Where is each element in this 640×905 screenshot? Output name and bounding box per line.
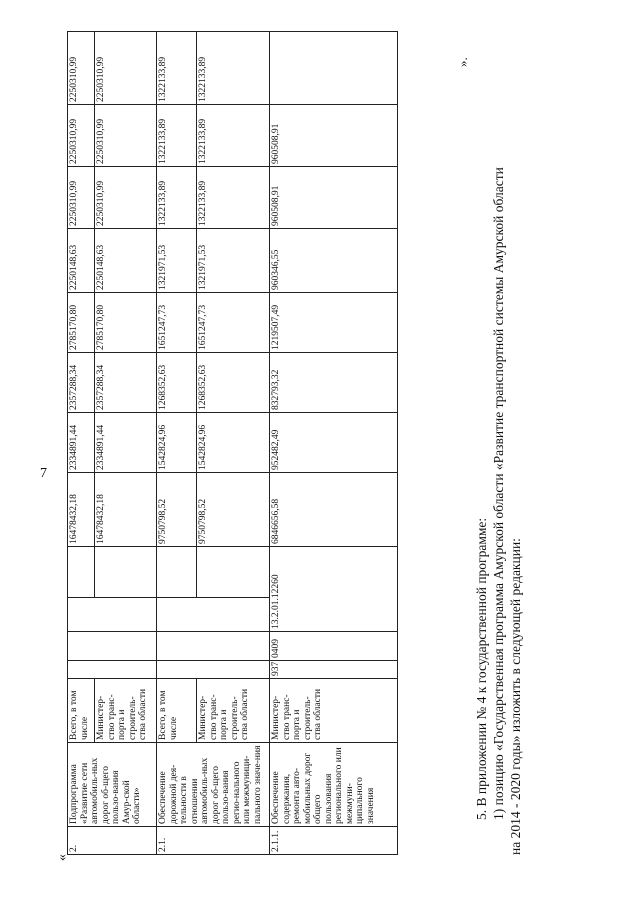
amount-cell xyxy=(95,547,157,598)
amount-cell: 1321971,53 xyxy=(197,229,270,293)
amount-cell: 2334891,44 xyxy=(95,413,157,473)
amount-cell: 2250310,99 xyxy=(68,32,95,105)
amount-cell: 1322133,89 xyxy=(157,167,197,229)
amount-cell: 1322133,89 xyxy=(157,32,197,105)
responsible-total: Всего, в том числе xyxy=(68,679,95,743)
amount-cell: 1219507,49 xyxy=(270,293,398,353)
amount-cell: 1542824,96 xyxy=(157,413,197,473)
program-name: Обеспечение дорожной дея-тельности в отношении автомобиль-ных дорог об-щего пользо-вания регио-нального или межмуници-пального значе-ния xyxy=(157,743,270,827)
amount-cell: 1322133,89 xyxy=(197,32,270,105)
amount-cell: 2250310,99 xyxy=(68,167,95,229)
table-row xyxy=(95,32,157,855)
amount-cell: 960508,91 xyxy=(270,167,398,229)
table-row xyxy=(197,32,270,855)
table-open-quote: « xyxy=(55,854,70,861)
responsible-total: Всего, в том числе xyxy=(157,679,197,743)
amount-cell xyxy=(197,547,270,598)
amount-cell: 2250310,99 xyxy=(95,105,157,167)
amount-cell: 9750798,52 xyxy=(197,473,270,547)
amount-cell: 1322133,89 xyxy=(157,105,197,167)
row-number: 2. xyxy=(68,827,157,855)
amount-cell: 2785170,80 xyxy=(95,293,157,353)
grbs-code: 937 xyxy=(270,661,398,679)
amount-cell: 960508,91 xyxy=(270,105,398,167)
amount-cell: 1651247,73 xyxy=(157,293,197,353)
amount-cell: 1322133,89 xyxy=(197,167,270,229)
amount-cell: 2334891,44 xyxy=(68,413,95,473)
rzpr-code xyxy=(157,632,270,661)
amount-cell xyxy=(157,547,197,598)
responsible-ministry: Министер-ство транс-порта и строитель-ства области xyxy=(197,679,270,743)
table-row xyxy=(157,32,197,855)
budget-table xyxy=(67,31,398,855)
amount-cell: 1268352,63 xyxy=(157,353,197,413)
amount-cell: 2250148,63 xyxy=(95,229,157,293)
amount-cell: 6846656,58 xyxy=(270,473,398,547)
amount-cell: 2250148,63 xyxy=(68,229,95,293)
amount-cell: 2250310,99 xyxy=(68,105,95,167)
rzpr-code xyxy=(68,632,157,661)
amount-cell: 952482,49 xyxy=(270,413,398,473)
rzpr-code: 0409 xyxy=(270,632,398,661)
amount-cell: 960346,55 xyxy=(270,229,398,293)
program-name: Обеспечение содержания, ремонта авто-мобильных дорог общего пользования регионального или межмуни-ципального значения xyxy=(270,743,398,827)
amount-cell: 2250310,99 xyxy=(95,32,157,105)
amount-cell: 2357288,34 xyxy=(95,353,157,413)
csr-code: 13.2.01.12260 xyxy=(270,547,398,632)
amount-cell xyxy=(68,547,95,598)
row-number: 2.1. xyxy=(157,827,270,855)
paragraph-item-1-continuation: на 2014 - 2020 годы» изложить в следующей редакции: xyxy=(508,538,523,855)
table-close-quote: ». xyxy=(455,57,470,67)
program-name: Подпрограмма «Развитие сети автомобиль-ных дорог об-щего пользо-вания Амур-ской области» xyxy=(68,743,157,827)
amount-cell: 1268352,63 xyxy=(197,353,270,413)
paragraph-appendix-4: 5. В приложении № 4 к государственной программе: xyxy=(474,517,489,820)
table-row xyxy=(270,32,398,855)
csr-code xyxy=(68,598,157,632)
grbs-code xyxy=(157,661,270,679)
table-row xyxy=(68,32,95,855)
grbs-code xyxy=(68,661,157,679)
row-number: 2.1.1. xyxy=(270,827,398,855)
amount-cell: 2357288,34 xyxy=(68,353,95,413)
rotated-page-content xyxy=(55,55,555,861)
paragraph-item-1: 1) позицию «Государственная программа Амурской области «Развитие транспортной системы Амурской области xyxy=(491,167,506,820)
amount-cell: 1322133,89 xyxy=(197,105,270,167)
amount-cell: 2785170,80 xyxy=(68,293,95,353)
amount-cell: 16478432,18 xyxy=(95,473,157,547)
responsible-ministry: Министер-ство транс-порта и строитель-ства области xyxy=(270,679,398,743)
amount-cell: 2250310,99 xyxy=(95,167,157,229)
responsible-ministry: Министер-ство транс-порта и строитель-ства области xyxy=(95,679,157,743)
amount-cell: 16478432,18 xyxy=(68,473,95,547)
amount-cell: 1542824,96 xyxy=(197,413,270,473)
amount-cell xyxy=(270,32,398,105)
csr-code xyxy=(157,598,270,632)
amount-cell: 1651247,73 xyxy=(197,293,270,353)
amount-cell: 9750798,52 xyxy=(157,473,197,547)
amount-cell: 1321971,53 xyxy=(157,229,197,293)
amount-cell: 832793,32 xyxy=(270,353,398,413)
page-number: 7 xyxy=(40,466,47,481)
